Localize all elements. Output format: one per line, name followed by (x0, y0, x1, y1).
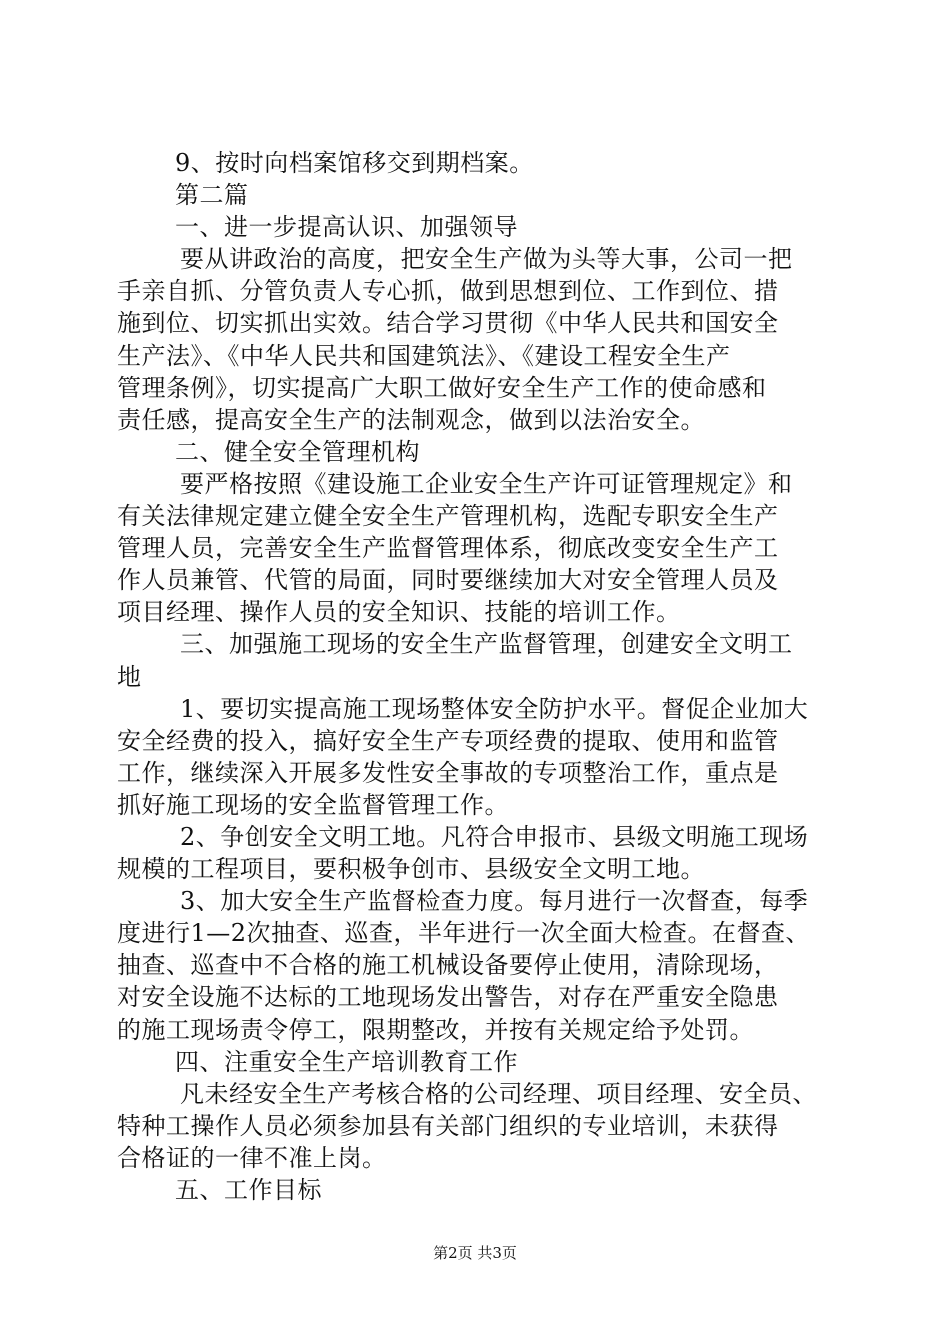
text-line: 作人员兼管、代管的局面，同时要继续加大对安全管理人员及 (117, 566, 779, 594)
text-line: 生产法》、《中华人民共和国建筑法》、《建设工程安全生产 (117, 342, 731, 370)
text-line: 的施工现场责令停工，限期整改，并按有关规定给予处罚。 (117, 1016, 754, 1044)
text-line: 管理人员，完善安全生产监督管理体系，彻底改变安全生产工 (117, 534, 779, 562)
text-line: 特种工操作人员必须参加县有关部门组织的专业培训，未获得 (117, 1112, 779, 1140)
section-heading: 地 (117, 663, 142, 691)
text-line: 工作，继续深入开展多发性安全事故的专项整治工作，重点是 (117, 759, 779, 787)
page-number: 第2页 共3页 (433, 1244, 517, 1262)
text-line: 责任感，提高安全生产的法制观念，做到以法治安全。 (117, 406, 705, 434)
section-heading: 一、进一步提高认识、加强领导 (175, 213, 518, 241)
text-line: 抓好施工现场的安全监督管理工作。 (117, 791, 509, 819)
text-line: 度进行1—2次抽查、巡查，半年进行一次全面大检查。在督查、 (117, 919, 811, 947)
text-line: 合格证的一律不准上岗。 (117, 1144, 387, 1172)
section-heading: 四、注重安全生产培训教育工作 (175, 1048, 518, 1076)
text-line: 管理条例》，切实提高广大职工做好安全生产工作的使命感和 (117, 374, 767, 402)
text-line: 3、加大安全生产监督检查力度。每月进行一次督查，每季 (180, 887, 809, 915)
section-heading: 五、工作目标 (175, 1176, 322, 1204)
text-line: 要严格按照《建设施工企业安全生产许可证管理规定》和 (180, 470, 793, 498)
section-heading: 第二篇 (175, 181, 249, 209)
text-line: 要从讲政治的高度，把安全生产做为头等大事，公司一把 (180, 245, 793, 273)
text-line: 手亲自抓、分管负责人专心抓，做到思想到位、工作到位、措 (117, 277, 779, 305)
text-line: 施到位、切实抓出实效。结合学习贯彻《中华人民共和国安全 (117, 309, 779, 337)
text-line: 项目经理、操作人员的安全知识、技能的培训工作。 (117, 598, 681, 626)
text-line: 安全经费的投入，搞好安全生产专项经费的提取、使用和监管 (117, 727, 779, 755)
section-heading: 二、健全安全管理机构 (175, 438, 420, 466)
text-line: 1、要切实提高施工现场整体安全防护水平。督促企业加大 (180, 695, 809, 723)
text-line: 9、按时向档案馆移交到期档案。 (175, 149, 534, 177)
text-line: 抽查、巡查中不合格的施工机械设备要停止使用，清除现场， (117, 951, 779, 979)
text-line: 对安全设施不达标的工地现场发出警告，对存在严重安全隐患 (117, 983, 779, 1011)
section-heading: 三、加强施工现场的安全生产监督管理，创建安全文明工 (180, 630, 793, 658)
text-line: 有关法律规定建立健全安全生产管理机构，选配专职安全生产 (117, 502, 779, 530)
text-line: 凡未经安全生产考核合格的公司经理、项目经理、安全员、 (180, 1080, 817, 1108)
text-line: 规模的工程项目，要积极争创市、县级安全文明工地。 (117, 855, 705, 883)
text-line: 2、争创安全文明工地。凡符合申报市、县级文明施工现场 (180, 823, 809, 851)
